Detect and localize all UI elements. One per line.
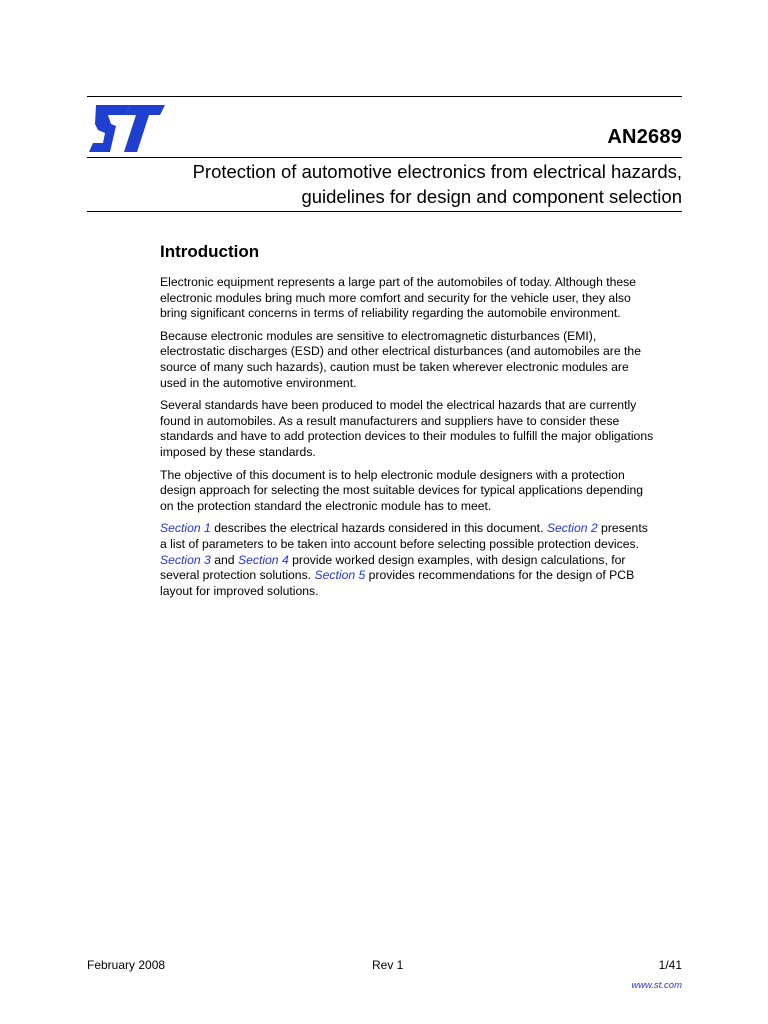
document-number: AN2689 — [607, 126, 682, 148]
text-line: used in the automotive environment. — [160, 375, 357, 390]
section-2-link[interactable]: Section 2 — [546, 521, 598, 536]
intro-paragraph-4 — [160, 468, 685, 515]
document-title — [122, 160, 682, 209]
text-line: imposed by these standards. — [160, 444, 316, 459]
text-run: several protection solutions. — [160, 568, 315, 583]
text-line: The objective of this document is to help electronic module designers with a protection — [160, 467, 625, 482]
text-run: presents — [597, 521, 648, 536]
introduction-section — [160, 240, 685, 606]
text-line: a list of parameters to be taken into account before selecting possible protection devices. — [160, 536, 639, 551]
footer-revision: Rev 1 — [372, 958, 404, 972]
text-line: electrostatic discharges (ESD) and other electrical disturbances (and automobiles are the — [160, 344, 641, 359]
text-line: on the protection standard the electronic module has to meet. — [160, 498, 492, 513]
intro-paragraph-2 — [160, 329, 685, 391]
intro-paragraph-3 — [160, 398, 685, 460]
section-4-link[interactable]: Section 4 — [237, 552, 289, 567]
section-1-link[interactable]: Section 1 — [160, 521, 211, 536]
text-run: provides recommendations for the design of PCB — [365, 568, 635, 583]
text-run: and — [210, 552, 238, 567]
text-line: standards and have to add protection devices to their modules to fulfill the major obligations — [160, 429, 654, 444]
footer-date: February 2008 — [87, 958, 166, 972]
text-line: electronic modules bring much more comfort and security for the vehicle user, they also — [160, 290, 631, 305]
footer-page-number: 1/41 — [658, 958, 682, 972]
st-logo-s-shape — [89, 105, 130, 152]
website-link[interactable]: www.st.com — [631, 980, 682, 991]
text-line: bring significant concerns in terms of reliability regarding the automobile environment. — [160, 306, 621, 321]
document-title-line-1: Protection of automotive electronics from electrical hazards, — [192, 161, 682, 182]
text-line: Several standards have been produced to model the electrical hazards that are currently — [160, 398, 637, 413]
text-line: layout for improved solutions. — [160, 583, 319, 598]
introduction-heading: Introduction — [160, 242, 260, 261]
text-line — [160, 521, 685, 537]
text-run: describes the electrical hazards considered in this document. — [210, 521, 547, 536]
text-run: provide worked design examples, with design calculations, for — [288, 552, 626, 567]
header-middle-rule — [87, 157, 682, 158]
page-footer — [87, 958, 682, 974]
document-title-line-2: guidelines for design and component selection — [301, 185, 682, 207]
text-line: source of many such hazards), caution must be taken wherever electronic modules are — [160, 359, 629, 374]
text-line — [160, 568, 685, 584]
text-line: Because electronic modules are sensitive to electromagnetic disturbances (EMI), — [160, 328, 597, 343]
st-logo — [86, 102, 166, 154]
text-line: found in automobiles. As a result manufacturers and suppliers have to consider these — [160, 413, 620, 428]
text-line: design approach for selecting the most suitable devices for typical applications depending — [160, 483, 644, 498]
header-top-rule — [87, 96, 682, 97]
section-5-link[interactable]: Section 5 — [314, 568, 366, 583]
st-logo-t-shape — [124, 105, 165, 152]
text-line: Electronic equipment represents a large part of the automobiles of today. Although these — [160, 275, 637, 289]
header-bottom-rule — [87, 211, 682, 212]
intro-paragraph-1 — [160, 275, 685, 322]
intro-paragraph-sections — [160, 521, 685, 599]
text-line — [160, 553, 685, 569]
section-3-link[interactable]: Section 3 — [160, 552, 211, 567]
